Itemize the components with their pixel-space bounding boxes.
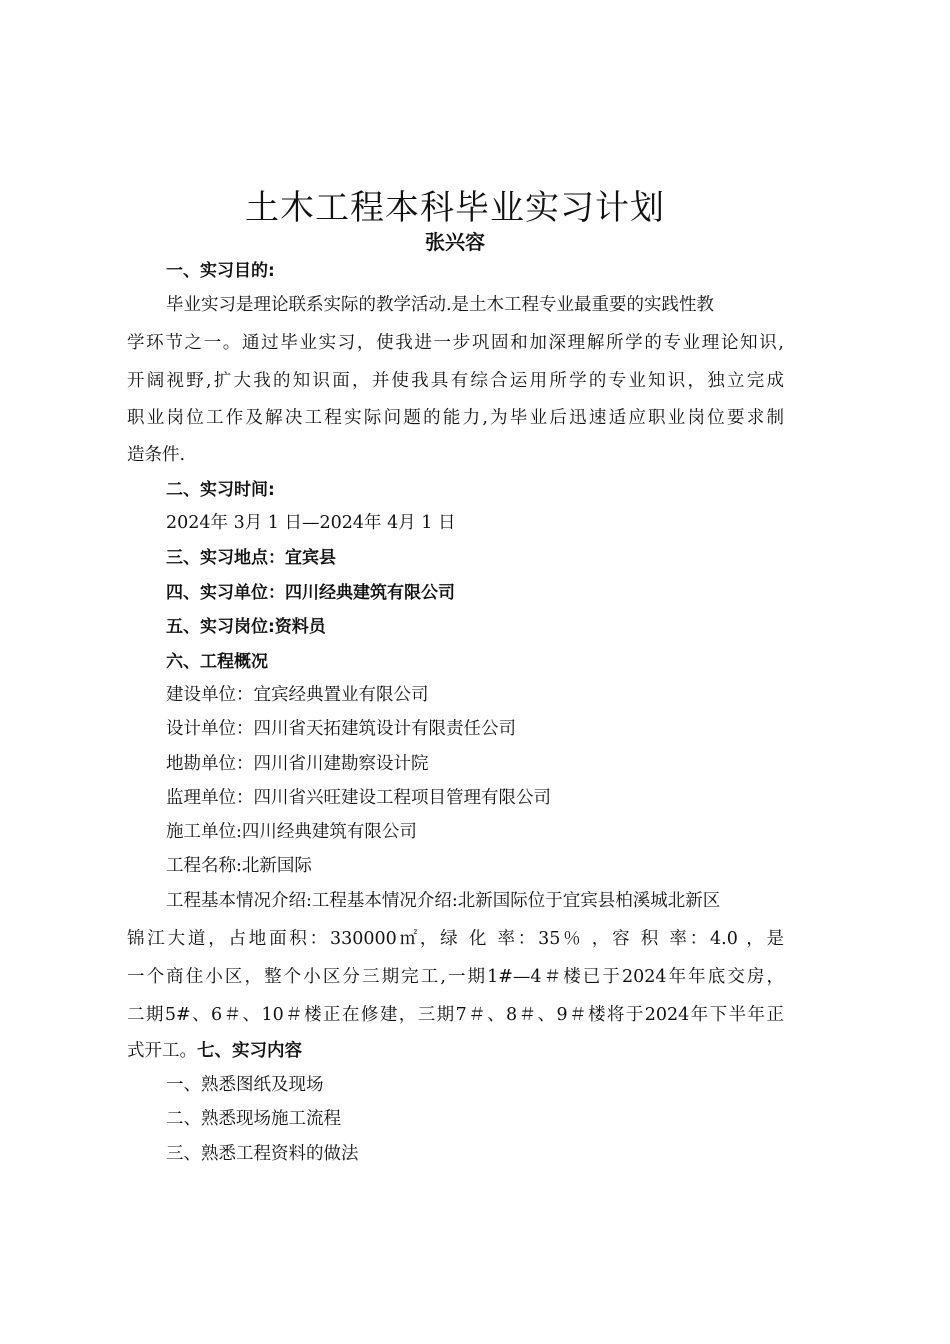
section-heading-overview: 六、工程概况 <box>166 652 268 672</box>
intro-line: 工程基本情况介绍:工程基本情况介绍:北新国际位于宜宾县柏溪城北新区 <box>166 891 721 911</box>
section-heading-company: 四、实习单位：四川经典建筑有限公司 <box>166 583 455 603</box>
content-item: 二、熟悉现场施工流程 <box>166 1109 341 1129</box>
intro-line: 一个商住小区，整个小区分三期完工,一期1#—4＃楼已于2024年年底交房， <box>127 967 784 987</box>
section-heading-position: 五、实习岗位:资料员 <box>166 617 326 637</box>
overview-item: 施工单位:四川经典建筑有限公司 <box>166 822 417 842</box>
content-item: 三、熟悉工程资料的做法 <box>166 1144 359 1164</box>
overview-item: 设计单位：四川省天拓建筑设计有限责任公司 <box>166 719 516 739</box>
overview-item: 建设单位：宜宾经典置业有限公司 <box>166 685 429 705</box>
document-title: 土木工程本科毕业实习计划 <box>245 188 665 228</box>
section-heading-location: 三、实习地点：宜宾县 <box>166 548 336 568</box>
paragraph-line: 学环节之一。通过毕业实习，使我进一步巩固和加深理解所学的专业理论知识, <box>127 333 784 353</box>
intro-line: 锦江大道，占地面积：330000㎡，绿 化 率：35％ ，容 积 率：4.0 ，是 <box>127 929 784 949</box>
content-item: 一、熟悉图纸及现场 <box>166 1075 324 1095</box>
intro-last-line <box>127 1037 302 1062</box>
document-author: 张兴容 <box>425 230 485 254</box>
overview-item: 地勘单位：四川省川建勘察设计院 <box>166 754 429 774</box>
paragraph-line: 造条件. <box>127 445 186 465</box>
intro-line: 二期5#、6＃、10＃楼正在修建，三期7＃、8＃、9＃楼将于2024年下半年正 <box>127 1005 784 1025</box>
intro-line-end: 式开工。 <box>127 1041 197 1061</box>
overview-item: 监理单位：四川省兴旺建设工程项目管理有限公司 <box>166 788 551 808</box>
section-heading-time: 二、实习时间: <box>166 480 275 500</box>
paragraph-line: 开阔视野,扩大我的知识面，并使我具有综合运用所学的专业知识，独立完成 <box>127 371 784 391</box>
paragraph-line: 毕业实习是理论联系实际的教学活动.是土木工程专业最重要的实践性教 <box>166 295 715 315</box>
section-heading-content: 七、实习内容 <box>197 1041 302 1061</box>
paragraph-line: 职业岗位工作及解决工程实际问题的能力,为毕业后迅速适应职业岗位要求制 <box>127 408 784 428</box>
overview-item: 工程名称:北新国际 <box>166 856 312 876</box>
section-heading-purpose: 一、实习目的: <box>166 261 275 281</box>
internship-dates: 2024年 3月 1 日—2024年 4月 1 日 <box>166 513 456 533</box>
